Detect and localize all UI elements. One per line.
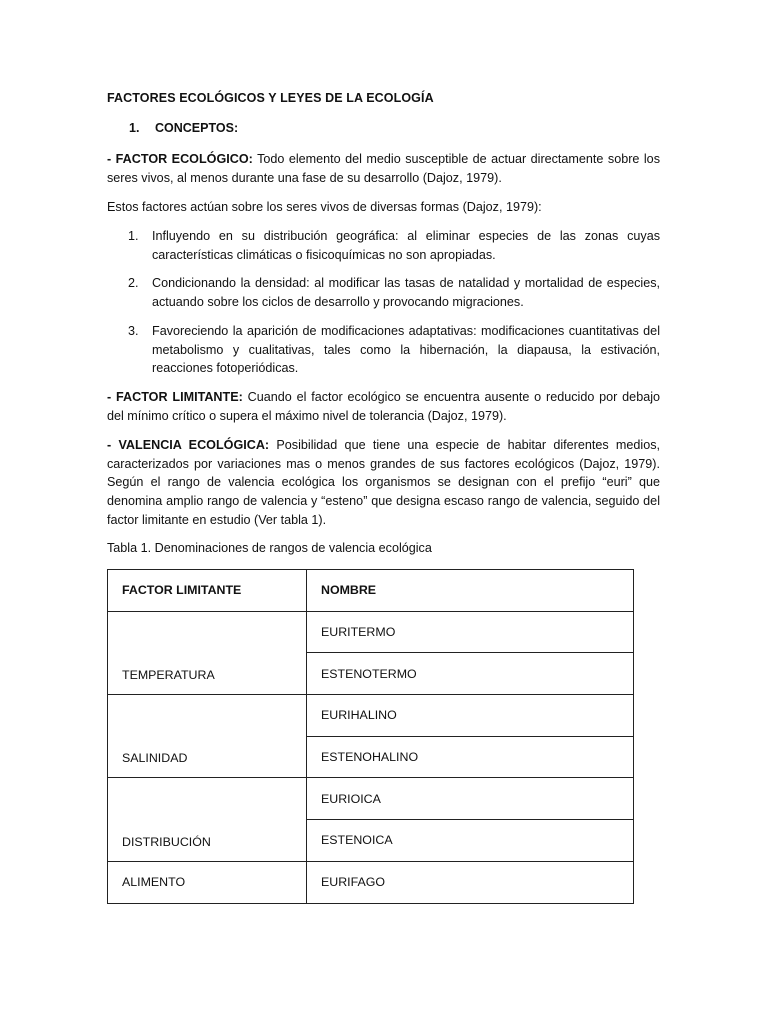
factor-cell: SALINIDAD (108, 695, 307, 778)
table-header-cell: NOMBRE (307, 570, 634, 612)
term-valencia-ecologica: - VALENCIA ECOLÓGICA: (107, 438, 270, 452)
list-item-number: 1. (128, 229, 139, 243)
valence-table (107, 569, 634, 904)
table-row (108, 611, 634, 653)
term-factor-limitante: - FACTOR LIMITANTE: (107, 390, 243, 404)
name-cell: ESTENOICA (307, 820, 634, 862)
table-row (108, 778, 634, 820)
table-header-cell: FACTOR LIMITANTE (108, 570, 307, 612)
name-cell: EURIHALINO (307, 695, 634, 737)
list-item-number: 3. (128, 324, 139, 338)
list-item-text: Influyendo en su distribución geográfica: al eliminar especies de las zonas cuyas características climáticas o fisicoquímicas no son apropiadas. (152, 229, 660, 262)
name-cell: EURIFAGO (307, 861, 634, 903)
section-number: 1. (129, 121, 140, 135)
definition-factor-ecologico: Todo elemento del medio susceptible de actuar directamente sobre los seres vivos, al menos durante una fase de su desarrollo (Dajoz, 1979). (107, 152, 660, 185)
table-row (108, 861, 634, 903)
factor-cell: ALIMENTO (108, 861, 307, 903)
list-item-text: Condicionando la densidad: al modificar las tasas de natalidad y mortalidad de especies, actuando sobre los ciclos de desarrollo y provocando migraciones. (152, 276, 660, 309)
table-row (108, 695, 634, 737)
name-cell: EURIOICA (307, 778, 634, 820)
table-caption: Tabla 1. Denominaciones de rangos de valencia ecológica (107, 541, 432, 555)
name-cell: ESTENOHALINO (307, 736, 634, 778)
name-cell: ESTENOTERMO (307, 653, 634, 695)
term-factor-ecologico: - FACTOR ECOLÓGICO: (107, 152, 253, 166)
table-header-row (108, 570, 634, 612)
section-heading: CONCEPTOS: (155, 121, 239, 135)
factor-cell: TEMPERATURA (108, 611, 307, 694)
paragraph-factor-ecologico (107, 150, 660, 187)
list-item-text: Favoreciendo la aparición de modificaciones adaptativas: modificaciones cuantitativas del metabolismo y cualitativas, tales como la hibernación, la diapausa, la estivación, reacciones fotoperiódicas. (152, 324, 660, 376)
list-item-number: 2. (128, 276, 139, 290)
document-title: FACTORES ECOLÓGICOS Y LEYES DE LA ECOLOGÍA (107, 91, 434, 105)
paragraph-valencia-ecologica (107, 436, 660, 530)
definition-valencia-ecologica: Posibilidad que tiene una especie de habitar diferentes medios, caracterizados por variaciones mas o menos grandes de sus factores ecológicos (Dajoz, 1979). Según el rango de valencia ecológica los organismos se designan con el prefijo “euri” que denomina amplio rango de valencia y “esteno” que designa escaso rango de valencia, seguido del factor limitante en estudio (Ver tabla 1). (107, 438, 661, 527)
factor-cell: DISTRIBUCIÓN (108, 778, 307, 861)
paragraph-intro: Estos factores actúan sobre los seres vivos de diversas formas (Dajoz, 1979): (107, 200, 542, 214)
definition-factor-limitante: Cuando el factor ecológico se encuentra ausente o reducido por debajo del mínimo crítico o supera el máximo nivel de tolerancia (Dajoz, 1979). (107, 390, 660, 423)
name-cell: EURITERMO (307, 611, 634, 653)
paragraph-factor-limitante (107, 388, 660, 425)
